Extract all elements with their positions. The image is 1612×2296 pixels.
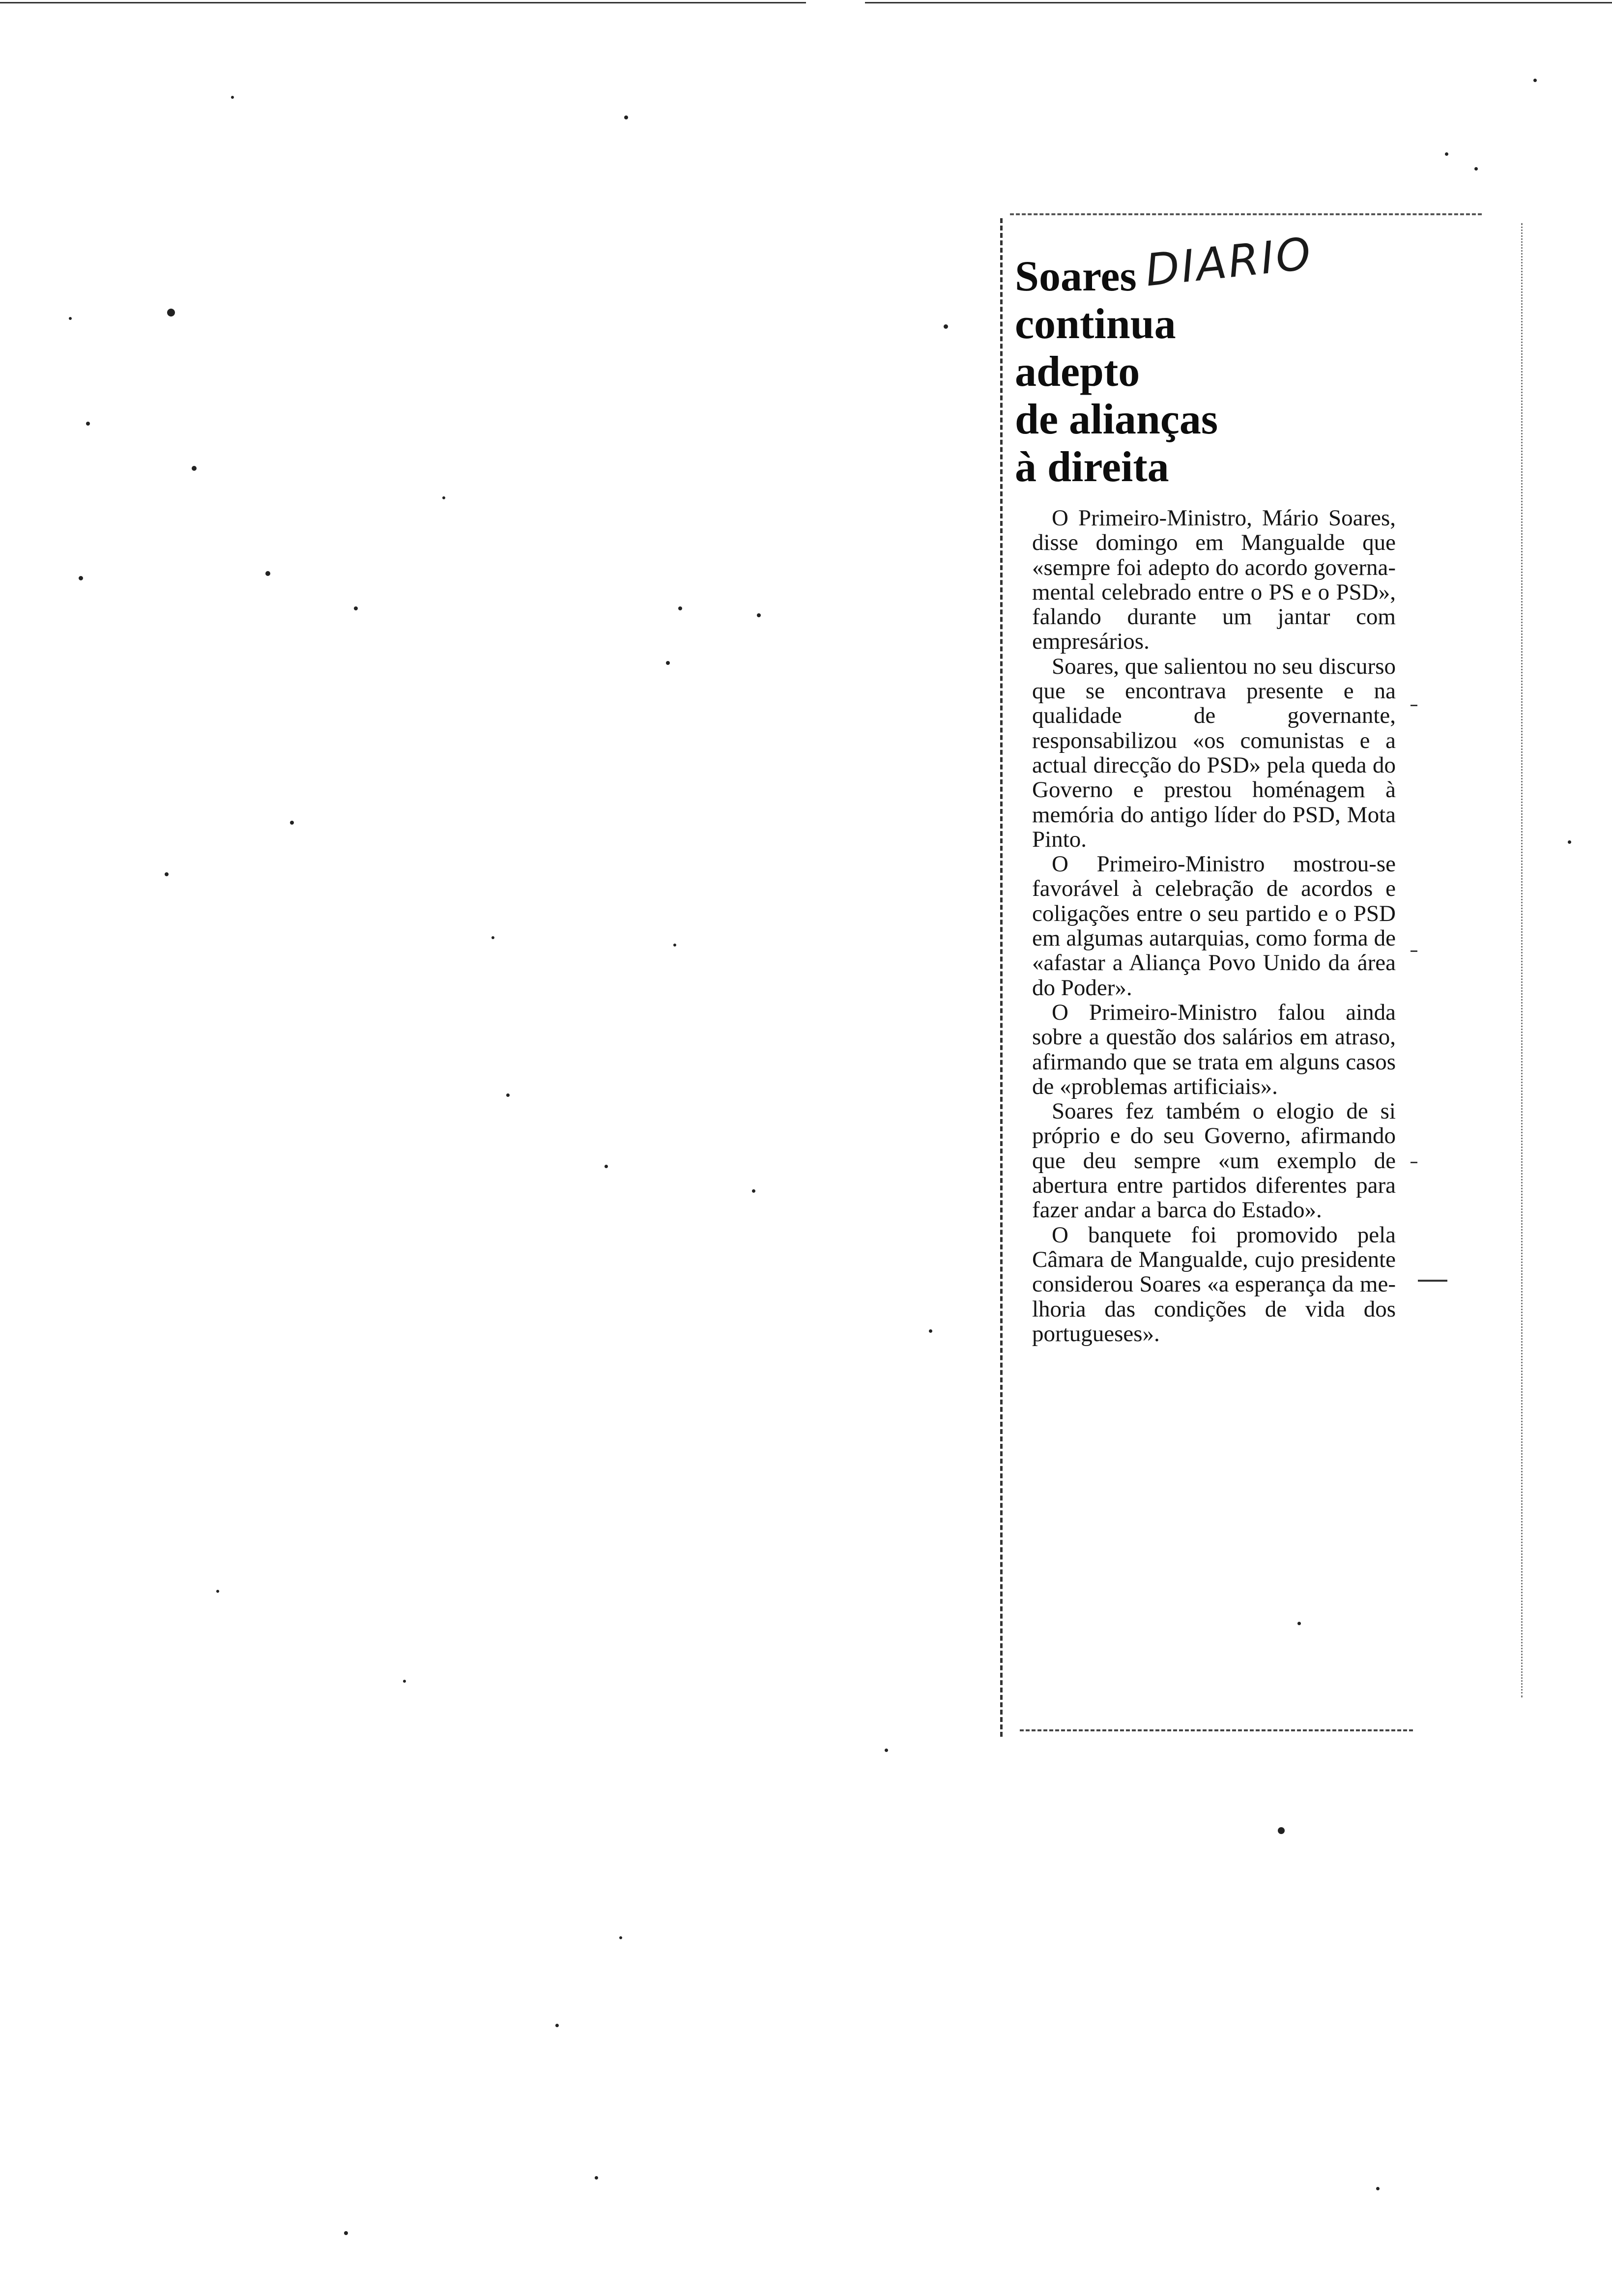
article-paragraph: O Primeiro-Ministro mostrou-se favorável à celebração de acordos e coligações entre o seu partido e o PSD em algumas autarquias, como forma de «afastar a Aliança Povo Unido da área do Poder».: [1032, 851, 1396, 1001]
article-paragraph: O banquete foi promovido pela Câmara de Mangualde, cujo presidente considerou Soares «a esperança da melhoria das condições de vida dos portugueses».: [1032, 1222, 1396, 1347]
article-paragraph: Soares fez também o elogio de si próprio e do seu Governo, afirmando que deu sempre «um exemplo de abertura entre partidos diferentes para fazer andar a barca do Estado».: [1032, 1098, 1396, 1223]
margin-tick: [1410, 705, 1417, 706]
scan-edge-rule-left: [0, 2, 806, 3]
article-body: [1032, 506, 1396, 1346]
handwritten-annotation: DIARIO: [1143, 228, 1315, 297]
headline-line: à direita: [1015, 443, 1169, 491]
headline-line: de alianças: [1015, 396, 1218, 443]
clipping-bottom-edge: [1020, 1729, 1413, 1731]
clipping-left-edge: [1000, 218, 1003, 1737]
margin-tick: [1418, 1280, 1447, 1282]
margin-tick: [1410, 950, 1417, 952]
clipping-right-edge: [1521, 223, 1523, 1697]
margin-tick: [1410, 1162, 1417, 1163]
headline-line: adepto: [1015, 348, 1140, 396]
article-paragraph: Soares, que salientou no seu discurso que se encontrava presente e na qualidade de governante, responsabilizou «os comunistas e a actual direcção do PSD» pela queda do Governo e prestou homénagem à memória do antigo líder do PSD, Mota Pinto.: [1032, 653, 1396, 852]
newspaper-clipping: [1000, 213, 1504, 1739]
scan-edge-rule-right: [865, 2, 1612, 3]
clipping-top-edge: [1010, 213, 1482, 215]
article-paragraph: O Primeiro-Ministro, Mário Soares, disse domingo em Mangualde que «sempre foi adepto do acordo governamental celebrado entre o PS e o PSD», falando durante um jantar com empresários.: [1032, 505, 1396, 655]
headline-line: continua: [1015, 300, 1176, 348]
headline-line: Soares: [1015, 253, 1137, 300]
article-paragraph: O Primeiro-Ministro falou ainda sobre a questão dos salários em atraso, afirmando que se trata em alguns casos de «problemas artificiais».: [1032, 999, 1396, 1099]
